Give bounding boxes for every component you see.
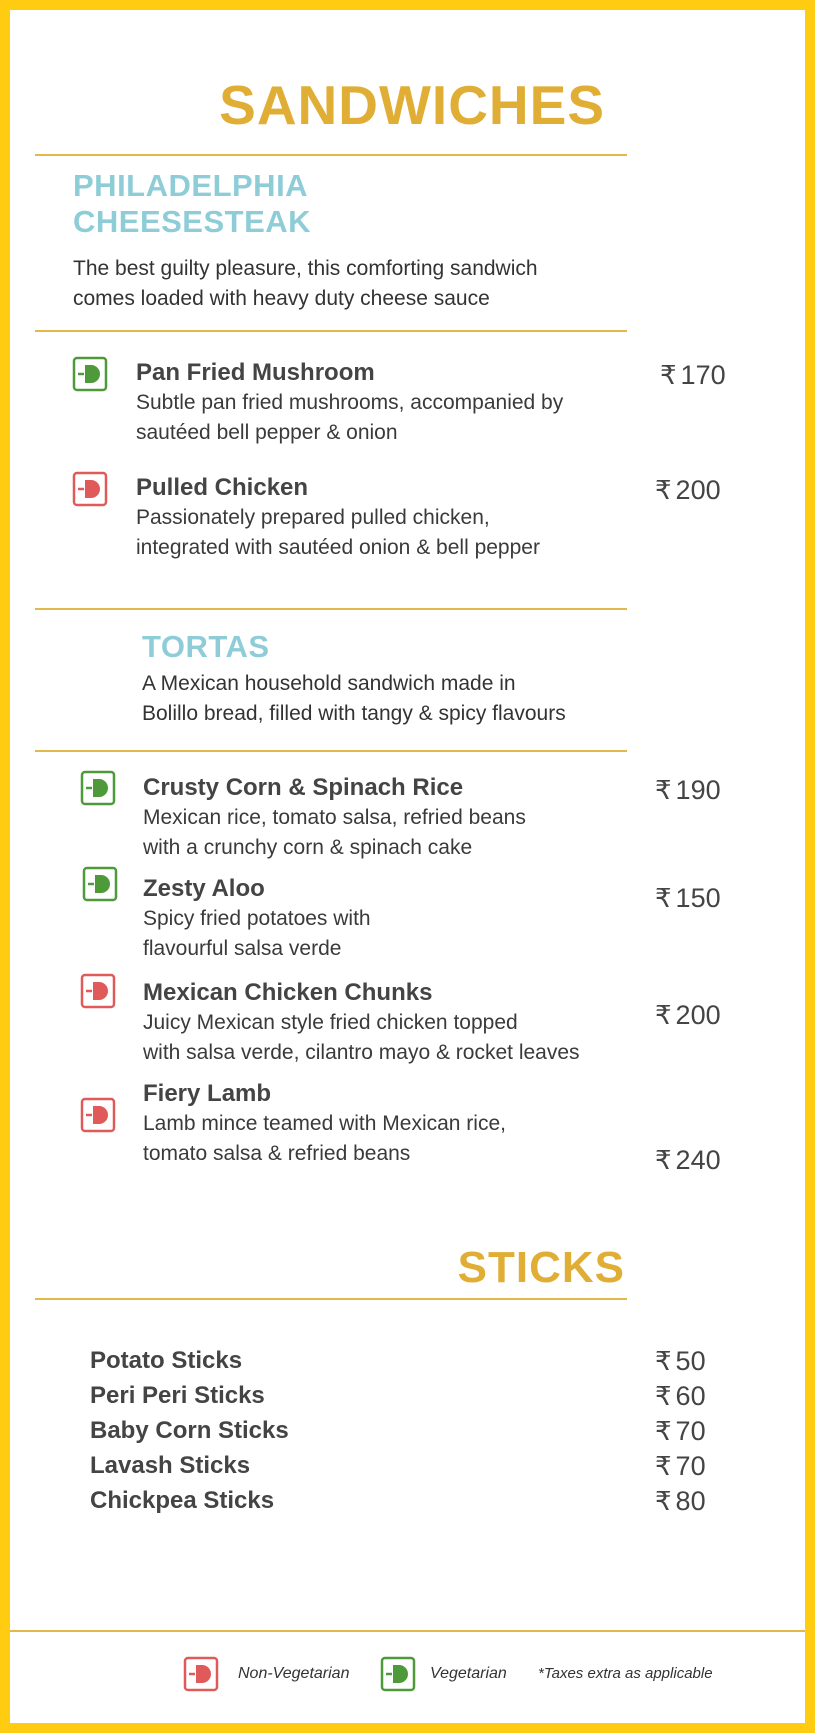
- rupee-icon: ₹: [655, 775, 672, 805]
- veg-icon: [80, 770, 116, 806]
- divider: [35, 154, 627, 156]
- legend-footer: [10, 1630, 805, 1723]
- item-price: ₹ 150: [655, 883, 721, 913]
- item-desc: Passionately prepared pulled chicken,: [136, 506, 490, 529]
- rupee-icon: ₹: [655, 475, 672, 505]
- non-veg-icon: [80, 973, 116, 1009]
- menu-item-fiery-lamb: [143, 1079, 506, 1169]
- non-veg-icon: [80, 1097, 116, 1133]
- divider: [35, 608, 627, 610]
- stick-name: Lavash Sticks: [90, 1452, 251, 1479]
- rupee-icon: ₹: [655, 1346, 672, 1376]
- item-price: ₹ 70: [655, 1416, 706, 1446]
- item-price: ₹ 80: [655, 1486, 706, 1516]
- sandwiches-heading: SANDWICHES: [219, 74, 605, 136]
- legend-veg-label: Vegetarian: [430, 1665, 507, 1682]
- item-name: Crusty Corn & Spinach Rice: [143, 774, 464, 801]
- item-price: ₹ 190: [655, 775, 721, 805]
- rupee-icon: ₹: [655, 1451, 672, 1481]
- item-name: Mexican Chicken Chunks: [143, 979, 433, 1006]
- item-price: ₹ 60: [655, 1381, 706, 1411]
- taxes-note: *Taxes extra as applicable: [538, 1665, 713, 1682]
- list-item: [90, 1451, 730, 1486]
- category-desc-philadelphia: The best guilty pleasure, this comforting sandwich comes loaded with heavy duty cheese sauce: [73, 257, 538, 310]
- item-desc: integrated with sautéed onion & bell pepper: [136, 536, 540, 559]
- item-desc: Subtle pan fried mushrooms, accompanied by: [136, 391, 564, 414]
- menu-item-crusty-corn: [143, 773, 526, 863]
- rupee-icon: ₹: [655, 883, 672, 913]
- item-price: ₹ 170: [660, 360, 726, 390]
- item-price: ₹ 200: [655, 475, 721, 505]
- item-price: ₹ 50: [655, 1346, 706, 1376]
- menu-item-zesty-aloo: [143, 874, 371, 964]
- item-desc: Mexican rice, tomato salsa, refried beans: [143, 806, 526, 829]
- stick-name: Potato Sticks: [90, 1347, 243, 1374]
- item-desc: flavourful salsa verde: [143, 937, 342, 960]
- menu-page: [10, 10, 805, 1723]
- rupee-icon: ₹: [660, 360, 677, 390]
- sticks-list: [90, 1346, 730, 1521]
- stick-name: Peri Peri Sticks: [90, 1382, 265, 1409]
- list-item: [90, 1346, 730, 1381]
- item-price: ₹ 200: [655, 1000, 721, 1030]
- stick-name: Chickpea Sticks: [90, 1487, 275, 1514]
- stick-name: Baby Corn Sticks: [90, 1417, 289, 1444]
- item-name: Fiery Lamb: [143, 1080, 272, 1107]
- item-name: Pulled Chicken: [136, 474, 309, 501]
- item-price: ₹ 70: [655, 1451, 706, 1481]
- divider: [35, 330, 627, 332]
- menu-item-pan-fried-mushroom: [136, 358, 563, 448]
- list-item: [90, 1416, 730, 1451]
- menu-item-pulled-chicken: [136, 473, 540, 563]
- rupee-icon: ₹: [655, 1000, 672, 1030]
- menu-item-mexican-chicken-chunks: [143, 978, 580, 1068]
- non-veg-icon: [183, 1656, 219, 1692]
- rupee-icon: ₹: [655, 1486, 672, 1516]
- legend-non-veg-label: Non-Vegetarian: [238, 1665, 350, 1682]
- item-name: Zesty Aloo: [143, 875, 265, 902]
- rupee-icon: ₹: [655, 1145, 672, 1175]
- item-name: Pan Fried Mushroom: [136, 359, 375, 386]
- divider: [35, 1298, 627, 1300]
- veg-icon: [72, 356, 108, 392]
- item-desc: Lamb mince teamed with Mexican rice,: [143, 1112, 506, 1135]
- category-title-tortas: TORTAS: [142, 629, 270, 664]
- item-desc: Juicy Mexican style fried chicken topped: [143, 1011, 518, 1034]
- list-item: [90, 1486, 730, 1521]
- item-desc: tomato salsa & refried beans: [143, 1142, 411, 1165]
- rupee-icon: ₹: [655, 1416, 672, 1446]
- list-item: [90, 1381, 730, 1416]
- category-title-philadelphia: PHILADELPHIA CHEESESTEAK: [73, 168, 312, 239]
- veg-icon: [82, 866, 118, 902]
- non-veg-icon: [72, 471, 108, 507]
- item-price: ₹ 240: [655, 1145, 721, 1175]
- item-desc: with a crunchy corn & spinach cake: [143, 836, 473, 859]
- rupee-icon: ₹: [655, 1381, 672, 1411]
- divider: [10, 1630, 805, 1632]
- item-desc: sautéed bell pepper & onion: [136, 421, 398, 444]
- divider: [35, 750, 627, 752]
- category-desc-tortas: A Mexican household sandwich made in Bolillo bread, filled with tangy & spicy flavours: [142, 672, 566, 725]
- item-desc: Spicy fried potatoes with: [143, 907, 371, 930]
- sticks-heading: STICKS: [457, 1243, 625, 1292]
- item-desc: with salsa verde, cilantro mayo & rocket leaves: [143, 1041, 580, 1064]
- veg-icon: [380, 1656, 416, 1692]
